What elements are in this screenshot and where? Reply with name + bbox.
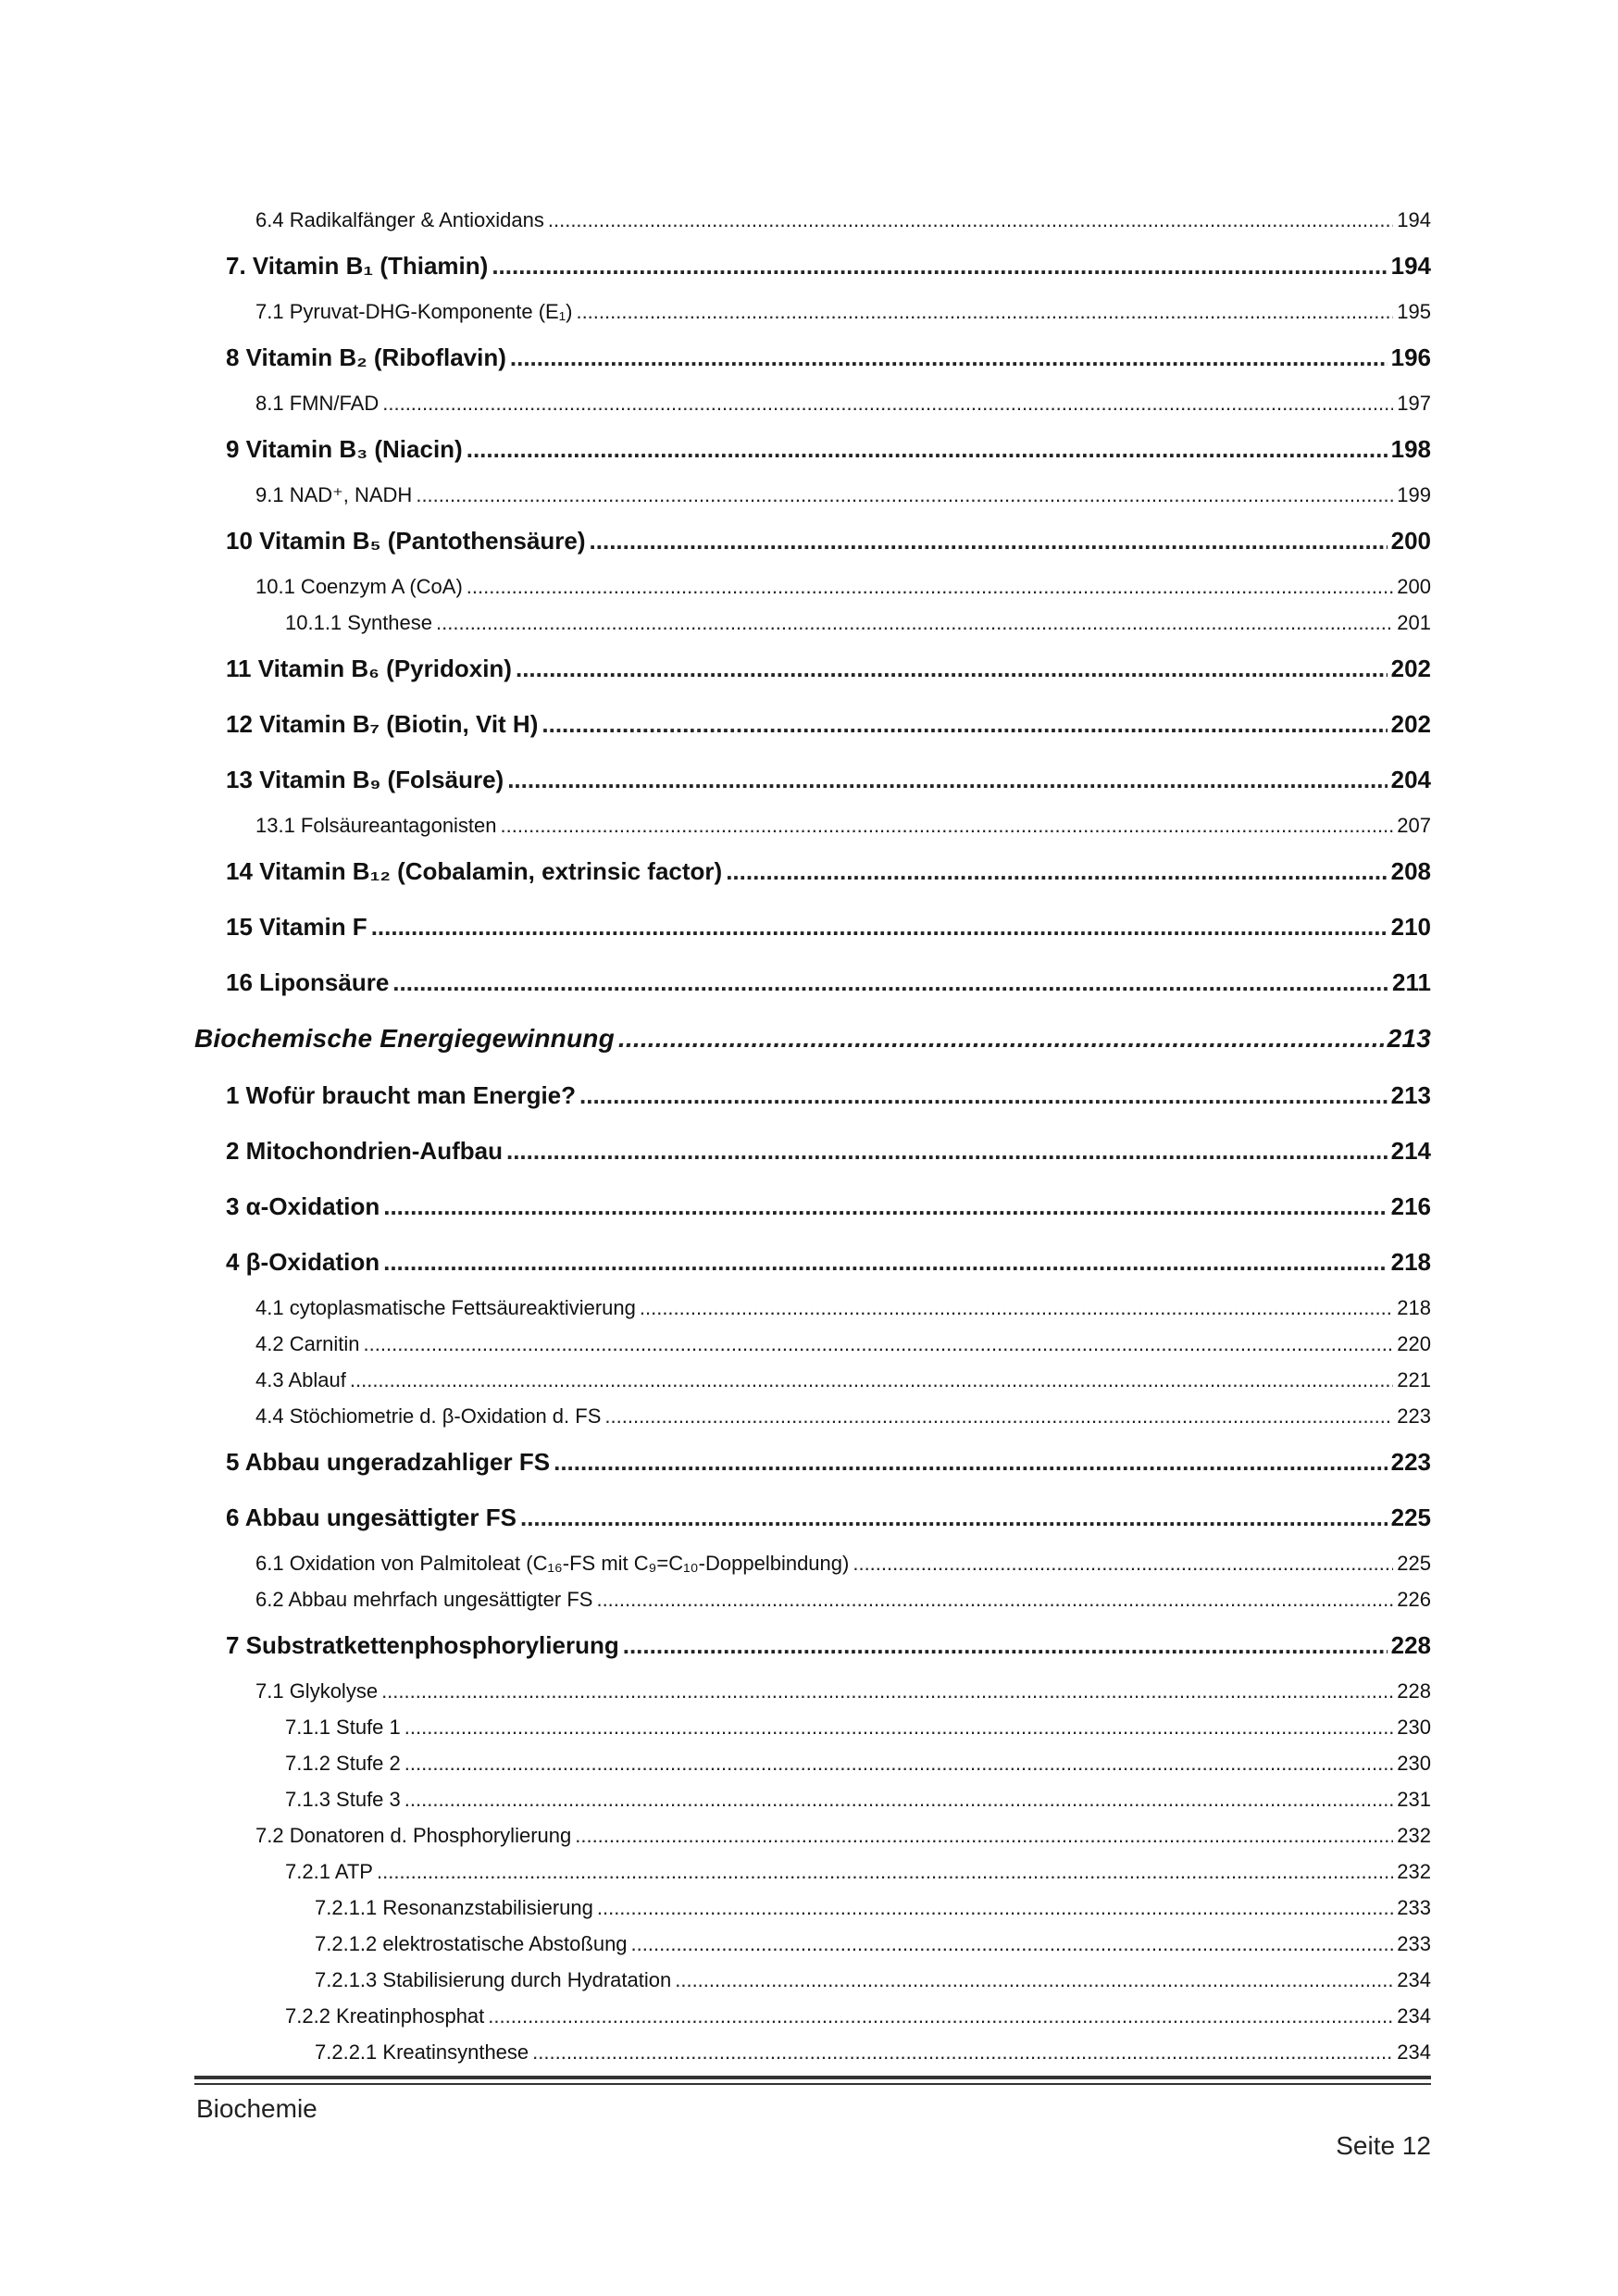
toc-entry-label: 7.2.1.1 Resonanzstabilisierung — [315, 1896, 593, 1919]
toc-entry-label: 7.2.1.2 elektrostatische Abstoßung — [315, 1932, 628, 1955]
toc-entry-label: 4 β-Oxidation — [226, 1248, 380, 1276]
toc-dot-leader — [382, 385, 1393, 421]
toc-entry[interactable] — [194, 1926, 1431, 1962]
toc-dot-leader — [631, 1926, 1394, 1962]
toc-entry-page: 211 — [1392, 968, 1431, 996]
toc-entry-page: 228 — [1390, 1631, 1431, 1659]
toc-entry[interactable] — [194, 293, 1431, 330]
toc-entry-page: 233 — [1397, 1896, 1431, 1919]
footer-rule-thin — [194, 2083, 1431, 2085]
toc-entry[interactable] — [194, 1545, 1431, 1581]
toc-dot-leader — [392, 955, 1388, 1010]
toc-entry-label: Biochemische Energiegewinnung — [194, 1024, 615, 1053]
toc-entry-page: 207 — [1397, 814, 1431, 837]
toc-dot-leader — [532, 2034, 1393, 2070]
toc-entry-page: 214 — [1390, 1137, 1431, 1165]
toc-dot-leader — [404, 1709, 1394, 1745]
toc-entry[interactable] — [194, 1362, 1431, 1398]
toc-entry-label: 10.1 Coenzym A (CoA) — [255, 575, 463, 598]
toc-entry-label: 15 Vitamin F — [226, 913, 367, 941]
toc-entry-label: 7.2.2 Kreatinphosphat — [285, 2004, 485, 2028]
toc-dot-leader — [416, 477, 1393, 513]
toc-entry-label: 14 Vitamin B₁₂ (Cobalamin, extrinsic factor) — [226, 857, 723, 885]
toc-dot-leader — [597, 1890, 1393, 1926]
toc-entry[interactable] — [194, 641, 1431, 696]
toc-dot-leader — [548, 202, 1393, 238]
toc-dot-leader — [371, 899, 1388, 955]
toc-dot-leader — [604, 1398, 1393, 1434]
toc-entry[interactable] — [194, 1398, 1431, 1434]
toc-entry[interactable] — [194, 955, 1431, 1010]
toc-entry-page: 234 — [1397, 2040, 1431, 2064]
toc-entry[interactable] — [194, 568, 1431, 605]
toc-entry-label: 9 Vitamin B₃ (Niacin) — [226, 435, 463, 463]
toc-entry-label: 4.4 Stöchiometrie d. β-Oxidation d. FS — [255, 1404, 602, 1428]
toc-dot-leader — [377, 1853, 1393, 1890]
toc-dot-leader — [404, 1781, 1394, 1817]
toc-entry[interactable] — [194, 1745, 1431, 1781]
toc-entry[interactable] — [194, 696, 1431, 752]
toc-entry[interactable] — [194, 1817, 1431, 1853]
toc-entry-page: 223 — [1390, 1448, 1431, 1476]
toc-entry-label: 8 Vitamin B₂ (Riboflavin) — [226, 343, 506, 371]
toc-entry-page: 221 — [1397, 1368, 1431, 1391]
toc-entry-label: 7.2 Donatoren d. Phosphorylierung — [255, 1824, 572, 1847]
toc-entry-label: 9.1 NAD⁺, NADH — [255, 483, 413, 506]
toc-entry-page: 230 — [1397, 1716, 1431, 1739]
toc-dot-leader — [467, 421, 1388, 477]
toc-entry-label: 5 Abbau ungeradzahliger FS — [226, 1448, 551, 1476]
toc-entry[interactable] — [194, 477, 1431, 513]
toc-entry[interactable] — [194, 605, 1431, 641]
toc-entry-page: 225 — [1397, 1552, 1431, 1575]
toc-entry[interactable] — [194, 238, 1431, 293]
toc-dot-leader — [501, 807, 1394, 843]
footer-document-title: Biochemie — [196, 2094, 317, 2123]
toc-dot-leader — [364, 1326, 1394, 1362]
toc-entry-page: 234 — [1397, 1968, 1431, 1991]
toc-entry-label: 7 Substratkettenphosphorylierung — [226, 1631, 619, 1659]
toc-entry-page: 234 — [1397, 2004, 1431, 2028]
toc-entry-page: 223 — [1397, 1404, 1431, 1428]
toc-entry-page: 202 — [1390, 655, 1431, 682]
toc-dot-leader — [506, 1123, 1388, 1179]
toc-entry-label: 7.1.2 Stufe 2 — [285, 1752, 401, 1775]
footer-page-number: Seite 12 — [1336, 2131, 1431, 2160]
toc-dot-leader — [541, 696, 1387, 752]
toc-entry-page: 201 — [1397, 611, 1431, 634]
toc-entry-label: 7.1 Pyruvat-DHG-Komponente (E₁) — [255, 300, 573, 323]
toc-entry-page: 218 — [1390, 1248, 1431, 1276]
toc-entry-label: 7.2.1.3 Stabilisierung durch Hydratation — [315, 1968, 672, 1991]
toc-dot-leader — [640, 1290, 1393, 1326]
toc-entry-label: 4.2 Carnitin — [255, 1332, 360, 1355]
toc-dot-leader — [590, 513, 1388, 568]
toc-entry-label: 6.4 Radikalfänger & Antioxidans — [255, 208, 544, 231]
toc-entry-label: 4.3 Ablauf — [255, 1368, 346, 1391]
toc-entry-page: 225 — [1390, 1504, 1431, 1531]
toc-dot-leader — [726, 843, 1387, 899]
toc-entry-label: 11 Vitamin B₆ (Pyridoxin) — [226, 655, 512, 682]
toc-dot-leader — [404, 1745, 1394, 1781]
toc-entry[interactable] — [194, 1673, 1431, 1709]
toc-entry-label: 13 Vitamin B₉ (Folsäure) — [226, 766, 504, 793]
toc-entry[interactable] — [194, 421, 1431, 477]
toc-entry-label: 10.1.1 Synthese — [285, 611, 433, 634]
toc-entry-label: 7.1 Glykolyse — [255, 1679, 379, 1703]
toc-entry-page: 232 — [1397, 1860, 1431, 1883]
toc-entry-label: 7.1.1 Stufe 1 — [285, 1716, 401, 1739]
toc-dot-leader — [554, 1434, 1388, 1490]
toc-entry[interactable] — [194, 385, 1431, 421]
toc-entry[interactable] — [194, 899, 1431, 955]
toc-entry-page: 208 — [1390, 857, 1431, 885]
toc-entry[interactable] — [194, 2034, 1431, 2070]
toc-entry-label: 6 Abbau ungesättigter FS — [226, 1504, 517, 1531]
toc-dot-leader — [853, 1545, 1393, 1581]
toc-entry-page: 230 — [1397, 1752, 1431, 1775]
toc-dot-leader — [596, 1581, 1393, 1617]
toc-entry-page: 226 — [1397, 1588, 1431, 1611]
toc-entry-label: 4.1 cytoplasmatische Fettsäureaktivierung — [255, 1296, 636, 1319]
toc-dot-leader — [383, 1234, 1388, 1290]
toc-entry-page: 195 — [1397, 300, 1431, 323]
footer-rule — [194, 2076, 1431, 2079]
toc-dot-leader — [436, 605, 1393, 641]
toc-entry[interactable] — [194, 1998, 1431, 2034]
toc-dot-leader — [576, 293, 1393, 330]
toc-entry-page: 231 — [1397, 1788, 1431, 1811]
toc-entry[interactable] — [194, 1010, 1431, 1067]
toc-entry-page: 216 — [1390, 1192, 1431, 1220]
toc-dot-leader — [579, 1067, 1388, 1123]
toc-entry[interactable] — [194, 1067, 1431, 1123]
toc-entry-page: 210 — [1390, 913, 1431, 941]
table-of-contents — [194, 202, 1431, 2070]
toc-dot-leader — [675, 1962, 1393, 1998]
toc-entry-page: 200 — [1397, 575, 1431, 598]
toc-entry[interactable] — [194, 1290, 1431, 1326]
toc-entry[interactable] — [194, 1434, 1431, 1490]
toc-entry-page: 197 — [1397, 392, 1431, 415]
toc-entry-label: 10 Vitamin B₅ (Pantothensäure) — [226, 527, 586, 555]
toc-entry[interactable] — [194, 1890, 1431, 1926]
toc-entry[interactable] — [194, 1490, 1431, 1545]
toc-dot-leader — [507, 752, 1387, 807]
toc-dot-leader — [520, 1490, 1388, 1545]
toc-entry[interactable] — [194, 752, 1431, 807]
toc-entry-label: 13.1 Folsäureantagonisten — [255, 814, 497, 837]
toc-entry-label: 8.1 FMN/FAD — [255, 392, 380, 415]
toc-entry-page: 228 — [1397, 1679, 1431, 1703]
toc-dot-leader — [383, 1179, 1387, 1234]
toc-dot-leader — [381, 1673, 1393, 1709]
toc-dot-leader — [575, 1817, 1393, 1853]
toc-entry-page: 218 — [1397, 1296, 1431, 1319]
toc-entry-label: 7.1.3 Stufe 3 — [285, 1788, 401, 1811]
toc-entry[interactable] — [194, 1709, 1431, 1745]
toc-entry[interactable] — [194, 1781, 1431, 1817]
toc-dot-leader — [516, 641, 1388, 696]
toc-entry[interactable] — [194, 1123, 1431, 1179]
toc-entry-page: 233 — [1397, 1932, 1431, 1955]
toc-entry[interactable] — [194, 1962, 1431, 1998]
toc-entry[interactable] — [194, 202, 1431, 238]
toc-entry[interactable] — [194, 807, 1431, 843]
toc-entry-page: 204 — [1390, 766, 1431, 793]
toc-dot-leader — [510, 330, 1388, 385]
toc-dot-leader — [618, 1010, 1384, 1067]
toc-entry[interactable] — [194, 1581, 1431, 1617]
toc-entry-page: 196 — [1390, 343, 1431, 371]
toc-entry[interactable] — [194, 1617, 1431, 1673]
toc-entry[interactable] — [194, 843, 1431, 899]
toc-entry-page: 200 — [1390, 527, 1431, 555]
toc-entry-page: 213 — [1390, 1081, 1431, 1109]
toc-dot-leader — [492, 238, 1387, 293]
toc-entry-label: 6.1 Oxidation von Palmitoleat (C₁₆-FS mit C₉=C₁₀-Doppelbindung) — [255, 1552, 850, 1575]
toc-entry[interactable] — [194, 1853, 1431, 1890]
toc-entry-label: 7.2.1 ATP — [285, 1860, 373, 1883]
toc-dot-leader — [467, 568, 1394, 605]
toc-entry[interactable] — [194, 330, 1431, 385]
toc-dot-leader — [488, 1998, 1393, 2034]
toc-entry-label: 12 Vitamin B₇ (Biotin, Vit H) — [226, 710, 539, 738]
toc-entry-page: 213 — [1387, 1024, 1431, 1053]
toc-entry-page: 199 — [1397, 483, 1431, 506]
toc-entry-label: 6.2 Abbau mehrfach ungesättigter FS — [255, 1588, 593, 1611]
toc-entry-label: 1 Wofür braucht man Energie? — [226, 1081, 577, 1109]
toc-entry[interactable] — [194, 1179, 1431, 1234]
toc-entry-page: 232 — [1397, 1824, 1431, 1847]
toc-entry-label: 7.2.2.1 Kreatinsynthese — [315, 2040, 529, 2064]
toc-entry-label: 3 α-Oxidation — [226, 1192, 380, 1220]
toc-entry-page: 202 — [1390, 710, 1431, 738]
toc-entry[interactable] — [194, 1234, 1431, 1290]
toc-entry-page: 198 — [1390, 435, 1431, 463]
toc-entry-label: 7. Vitamin B₁ (Thiamin) — [226, 252, 489, 280]
toc-entry-label: 16 Liponsäure — [226, 968, 390, 996]
toc-entry-label: 2 Mitochondrien-Aufbau — [226, 1137, 503, 1165]
toc-entry-page: 220 — [1397, 1332, 1431, 1355]
toc-dot-leader — [350, 1362, 1393, 1398]
toc-entry[interactable] — [194, 1326, 1431, 1362]
toc-dot-leader — [623, 1617, 1388, 1673]
toc-entry[interactable] — [194, 513, 1431, 568]
toc-entry-page: 194 — [1390, 252, 1431, 280]
toc-entry-page: 194 — [1397, 208, 1431, 231]
